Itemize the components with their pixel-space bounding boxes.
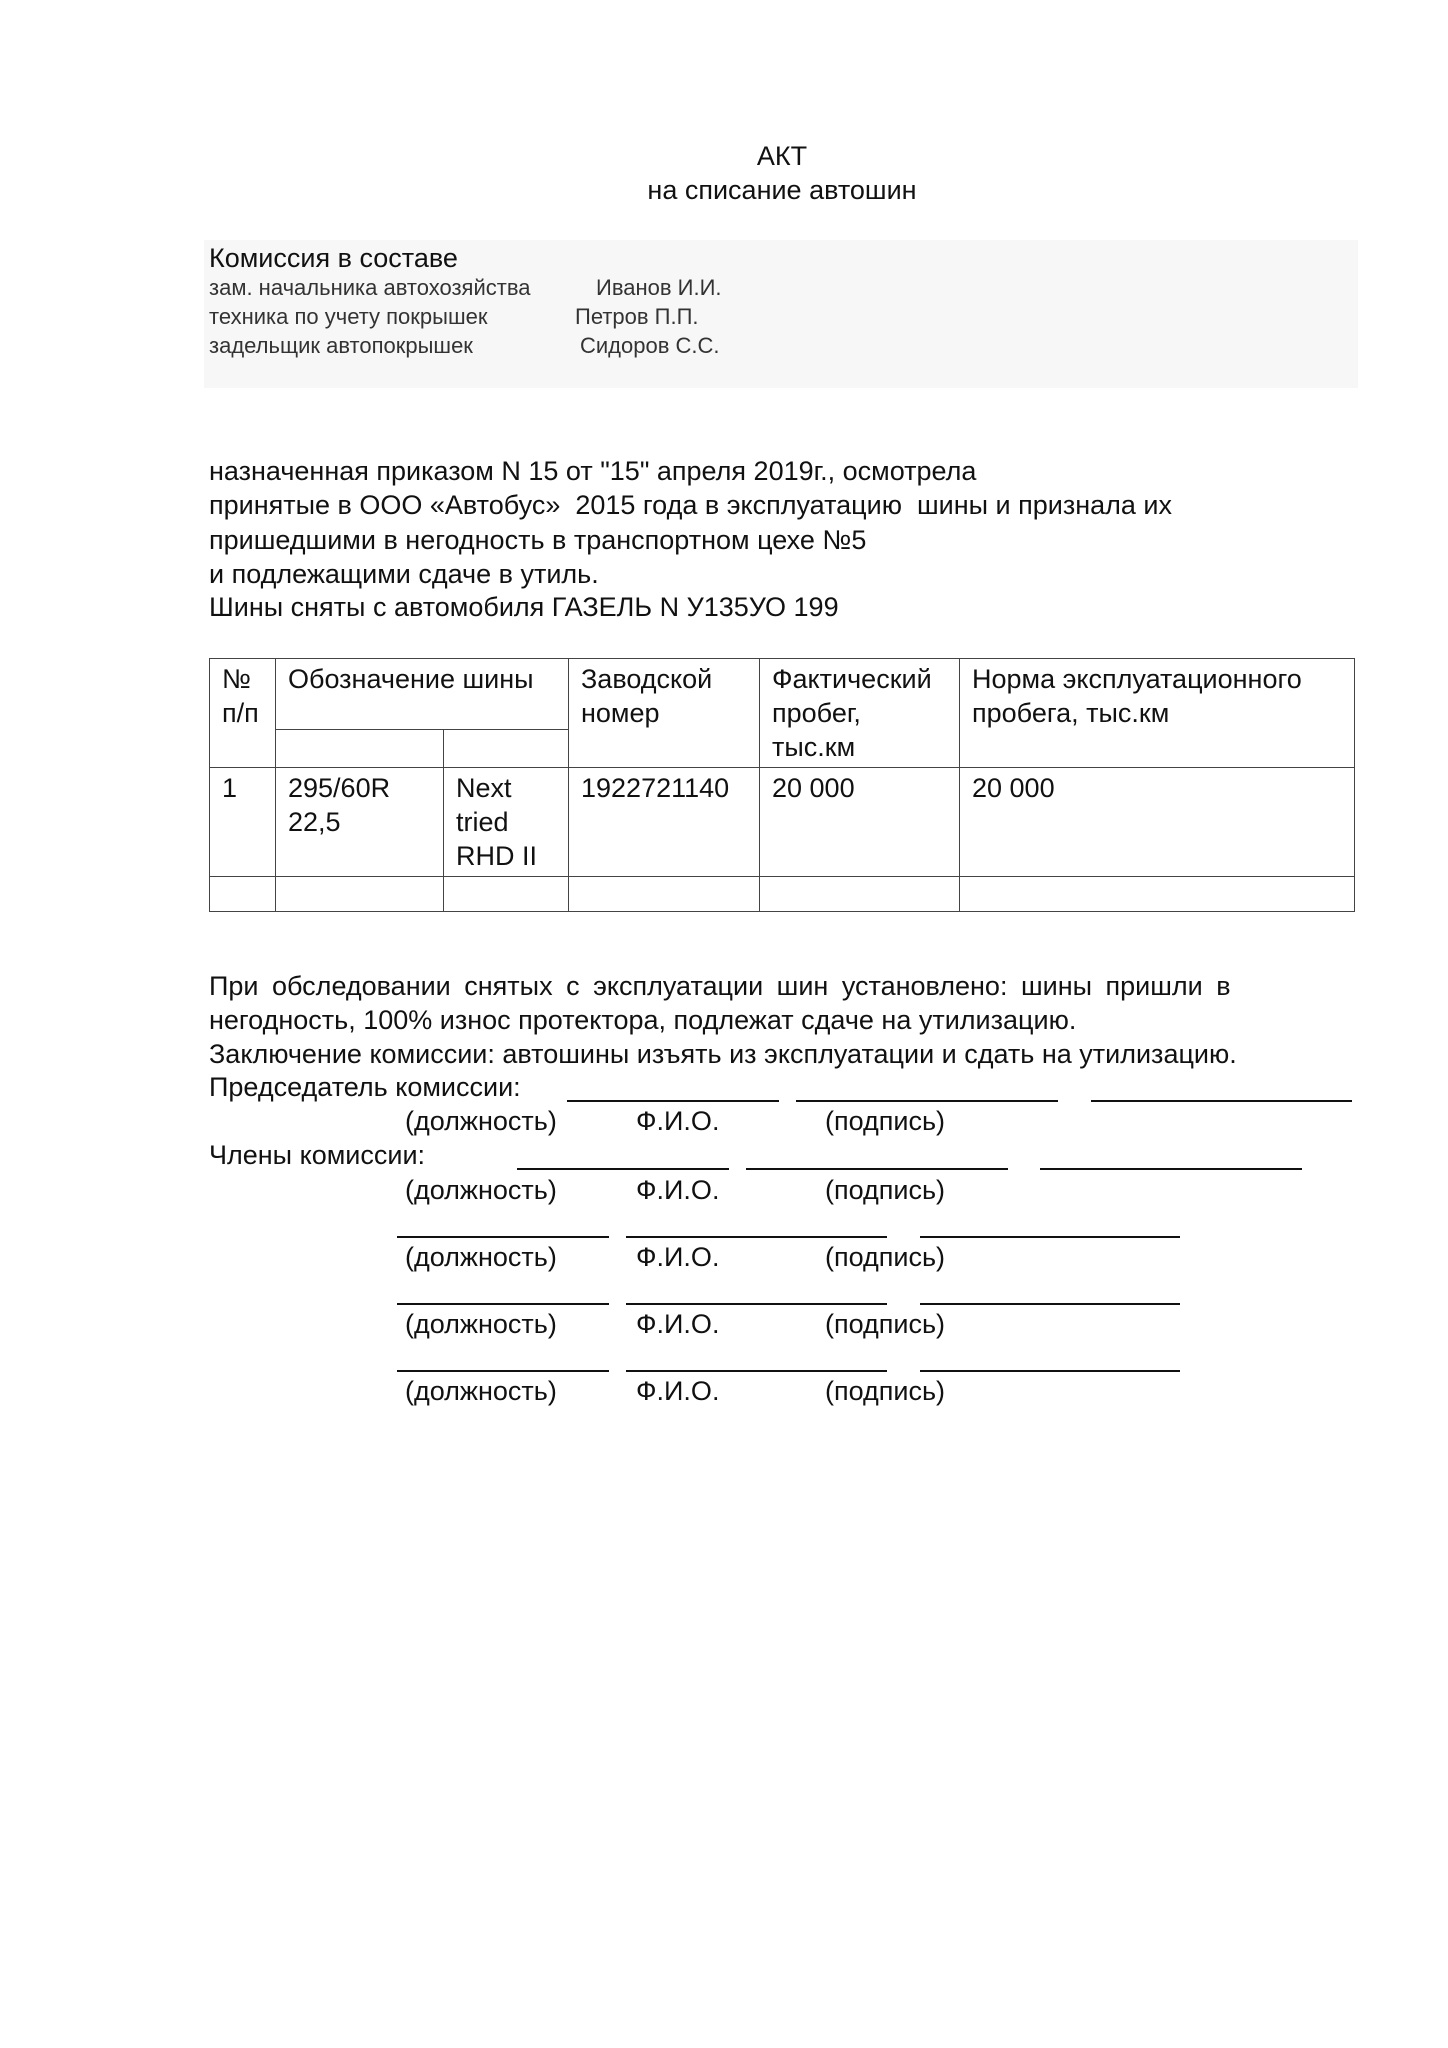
position-caption: (должность) <box>405 1175 557 1205</box>
table-row <box>210 768 1355 877</box>
chairman-name-line[interactable] <box>796 1100 1058 1102</box>
member-name-line[interactable] <box>626 1236 887 1238</box>
intro-line: и подлежащими сдаче в утиль. <box>209 559 599 589</box>
position-caption: (должность) <box>405 1242 557 1272</box>
member-signature-line[interactable] <box>920 1236 1180 1238</box>
position-caption: (должность) <box>405 1376 557 1406</box>
name-caption: Ф.И.О. <box>636 1242 720 1272</box>
member-position: техника по учету покрышек <box>209 304 488 329</box>
member-name: Петров П.П. <box>575 304 699 329</box>
name-caption: Ф.И.О. <box>636 1376 720 1406</box>
document-subtitle: на списание автошин <box>647 175 917 205</box>
position-caption: (должность) <box>405 1309 557 1339</box>
empty-cell <box>276 730 444 768</box>
signature-caption: (подпись) <box>825 1106 946 1136</box>
member-signature-line[interactable] <box>1040 1168 1302 1170</box>
member-position-line[interactable] <box>397 1370 609 1372</box>
header-number: № п/п <box>210 659 276 768</box>
cell-actual: 20 000 <box>760 768 960 877</box>
commission-heading: Комиссия в составе <box>209 243 458 273</box>
member-name-line[interactable] <box>626 1370 887 1372</box>
chairman-label: Председатель комиссии: <box>209 1072 521 1102</box>
member-position: задельщик автопокрышек <box>209 333 473 358</box>
cell-model: Next tried RHD II <box>444 768 569 877</box>
signature-caption: (подпись) <box>825 1242 946 1272</box>
member-name: Сидоров С.С. <box>580 333 720 358</box>
header-designation: Обозначение шины <box>276 659 569 730</box>
member-signature-line[interactable] <box>920 1303 1180 1305</box>
member-signature-line[interactable] <box>920 1370 1180 1372</box>
header-norm-mileage: Норма эксплуатационного пробега, тыс.км <box>960 659 1355 768</box>
position-caption: (должность) <box>405 1106 557 1136</box>
member-name: Иванов И.И. <box>596 275 722 300</box>
header-serial: Заводской номер <box>569 659 760 768</box>
document-title: АКТ <box>756 141 808 171</box>
chairman-position-line[interactable] <box>567 1100 779 1102</box>
conclusion-line: Заключение комиссии: автошины изъять из эксплуатации и сдать на утилизацию. <box>209 1039 1237 1069</box>
chairman-signature-line[interactable] <box>1091 1100 1352 1102</box>
members-label: Члены комиссии: <box>209 1140 426 1170</box>
intro-line: пришедшими в негодность в транспортном цехе №5 <box>209 525 867 555</box>
member-name-line[interactable] <box>626 1303 887 1305</box>
header-actual-mileage: Фактический пробег, тыс.км <box>760 659 960 768</box>
member-position: зам. начальника автохозяйства <box>209 275 531 300</box>
cell-norm: 20 000 <box>960 768 1355 877</box>
name-caption: Ф.И.О. <box>636 1309 720 1339</box>
name-caption: Ф.И.О. <box>636 1106 720 1136</box>
intro-line: назначенная приказом N 15 от "15" апреля 2019г., осмотрела <box>209 456 977 486</box>
member-position-line[interactable] <box>517 1168 729 1170</box>
table-row <box>210 877 1355 912</box>
member-position-line[interactable] <box>397 1303 609 1305</box>
name-caption: Ф.И.О. <box>636 1175 720 1205</box>
cell-number: 1 <box>210 768 276 877</box>
tires-table <box>209 658 1355 912</box>
intro-line: Шины сняты с автомобиля ГАЗЕЛЬ N У135УО 199 <box>209 592 839 622</box>
signature-caption: (подпись) <box>825 1309 946 1339</box>
cell-serial: 1922721140 <box>569 768 760 877</box>
member-name-line[interactable] <box>746 1168 1008 1170</box>
signature-caption: (подпись) <box>825 1175 946 1205</box>
member-position-line[interactable] <box>397 1236 609 1238</box>
intro-line: принятые в ООО «Автобус» 2015 года в эксплуатацию шины и признала их <box>209 490 1172 520</box>
cell-size: 295/60R 22,5 <box>276 768 444 877</box>
conclusion-line: При обследовании снятых с эксплуатации шин установлено: шины пришли в <box>209 971 1231 1001</box>
empty-cell <box>444 730 569 768</box>
signature-caption: (подпись) <box>825 1376 946 1406</box>
conclusion-line: негодность, 100% износ протектора, подлежат сдаче на утилизацию. <box>209 1005 1077 1035</box>
